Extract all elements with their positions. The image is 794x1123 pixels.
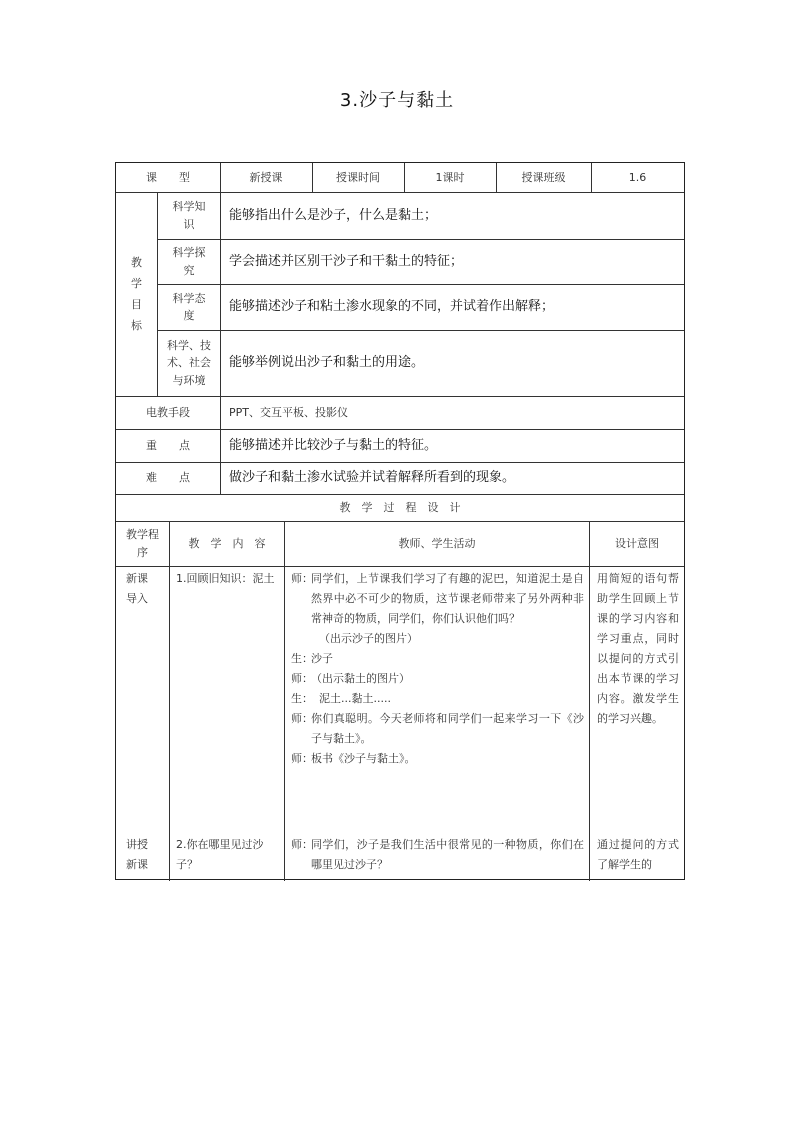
key-point-value: 能够描述并比较沙子与黏土的特征。: [229, 437, 438, 453]
media-label: 电教手段: [146, 405, 190, 419]
class-value: 1.6: [628, 170, 647, 184]
step-teach-content: 2.你在哪里见过沙子？: [176, 838, 264, 871]
objective-inquiry-content: 学会描述并区别干沙子和干黏土的特征；: [229, 253, 464, 269]
dialogue-line: [291, 569, 584, 629]
objective-sts-content: 能够举例说出沙子和黏土的用途。: [229, 355, 425, 371]
process-section-title: 教 学 过 程 设 计: [339, 500, 461, 514]
dialogue-line: [291, 835, 584, 875]
objectives-label: [116, 192, 157, 396]
step-teach-activities: [291, 835, 584, 875]
dialogue-text: （出示黏土的图片）: [311, 672, 410, 685]
step-intro-label: 新课导入: [126, 572, 148, 605]
dialogue-text: 同学们，沙子是我们生活中很常见的一种物质，你们在哪里见过沙子？: [311, 838, 584, 871]
dialogue-text: （出示沙子的图片）: [319, 632, 418, 645]
step-intro-activities: [291, 569, 584, 769]
dialogue-line: [291, 669, 584, 689]
process-step-header: 教学程序: [126, 528, 159, 559]
speaker-label: 生：: [291, 652, 313, 665]
objective-knowledge-content: 能够指出什么是沙子，什么是黏土；: [229, 207, 438, 223]
course-type-label: 课 型: [146, 170, 190, 184]
speaker-label: 生：: [291, 692, 313, 705]
dialogue-line: [291, 629, 584, 649]
process-content-header: 教 学 内 容: [188, 536, 266, 550]
process-intent-header: 设计意图: [615, 536, 659, 550]
objective-attitude-content: 能够描述沙子和粘土渗水现象的不同，并试着作出解释；: [229, 299, 555, 315]
dialogue-text: 同学们，上节课我们学习了有趣的泥巴，知道泥土是自然界中必不可少的物质，这节课老师带来了另外两种非常神奇的物质，同学们，你们认识他们吗？: [311, 572, 584, 625]
course-type-value: 新授课: [249, 170, 283, 184]
step-teach-label: 讲授新课: [126, 838, 148, 871]
class-label: 授课班级: [521, 170, 566, 184]
objective-sts-label: 科学、技术、社会与环境: [167, 339, 211, 387]
dialogue-line: [291, 709, 584, 749]
col-divider: [169, 521, 170, 881]
dialogue-line: [291, 689, 584, 709]
col-divider: [284, 521, 285, 881]
step-teach-intent: 通过提问的方式了解学生的: [597, 838, 679, 871]
speaker-label: 师：: [291, 672, 313, 685]
objective-inquiry-label: 科学探究: [172, 246, 206, 277]
speaker-label: 师：: [291, 752, 313, 765]
col-divider: [589, 521, 590, 881]
process-activity-header: 教师、学生活动: [398, 536, 476, 550]
page-title: 3.沙子与黏土: [339, 90, 455, 111]
objectives-label-char: 标: [131, 319, 142, 332]
speaker-label: 师：: [291, 572, 313, 585]
row-divider: [116, 566, 684, 567]
objective-attitude-label: 科学态度: [172, 291, 206, 322]
lesson-plan-table: [115, 162, 685, 880]
speaker-label: 师：: [291, 712, 313, 725]
dialogue-line: [291, 749, 584, 769]
class-time-value: 1课时: [435, 170, 465, 184]
media-value: PPT、交互平板、投影仪: [229, 405, 348, 419]
difficulty-value: 做沙子和黏土渗水试验并试着解释所看到的现象。: [229, 470, 516, 486]
step-intro-content: 1.回顾旧知识：泥土: [176, 572, 275, 585]
dialogue-text: 板书《沙子与黏土》。: [311, 752, 416, 765]
objectives-label-char: 目: [131, 298, 142, 311]
objective-knowledge-label: 科学知识: [172, 200, 206, 231]
dialogue-line: [291, 649, 584, 669]
objectives-label-char: 教: [131, 256, 142, 269]
class-time-label: 授课时间: [336, 170, 380, 184]
difficulty-label: 难 点: [146, 471, 190, 485]
speaker-label: 师：: [291, 838, 313, 851]
dialogue-text: 泥土...黏土.....: [319, 692, 391, 705]
key-point-label: 重 点: [146, 438, 190, 452]
step-intro-intent: 用简短的语句帮助学生回顾上节课的学习内容和学习重点，同时以提问的方式引出本节课的学习内容。激发学生的学习兴趣。: [597, 572, 679, 725]
dialogue-text: 沙子: [311, 652, 333, 665]
objectives-label-char: 学: [131, 277, 142, 290]
dialogue-text: 你们真聪明。今天老师将和同学们一起来学习一下《沙子与黏土》。: [311, 712, 584, 745]
